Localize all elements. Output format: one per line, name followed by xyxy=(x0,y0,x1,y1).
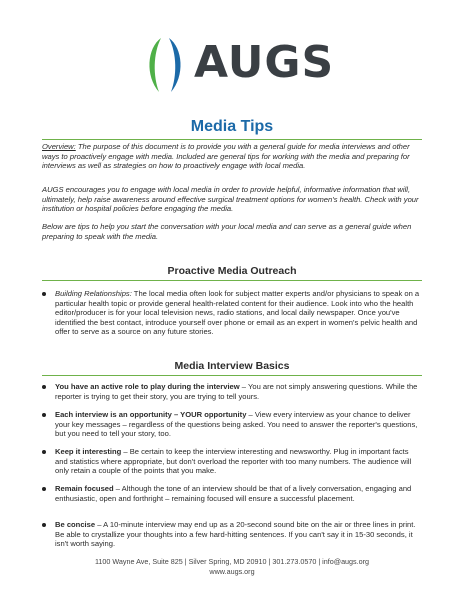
bullet-dot xyxy=(42,450,46,454)
bullet-dot xyxy=(42,413,46,417)
bullet-text: – A 10-minute interview may end up as a 20-second sound bite on the air or three lines in print. Be able to crystallize your thoughts into a few hard-hitting sentences. If you can't say it in 15-30 seconds, it isn't worth saying. xyxy=(55,520,416,548)
bullet-dot xyxy=(42,487,46,491)
bullet-lead: Remain focused xyxy=(55,484,114,493)
bullet-lead: Be concise xyxy=(55,520,96,529)
list-item xyxy=(55,289,423,337)
list-item xyxy=(55,484,423,503)
logo-wordmark: AUGS xyxy=(194,37,335,88)
overview-label: Overview: xyxy=(42,142,76,151)
augs-logo xyxy=(139,32,335,96)
intro-paragraph-2: AUGS encourages you to engage with local media in order to provide helpful, informative information that will, ultimately, help raise awareness around effective surgical treatment options for women's health. Check with your institution or hospital policies before engaging the media. xyxy=(42,185,419,213)
augs-leaf-icon xyxy=(139,36,191,94)
bullet-text: – Although the tone of an interview should be that of a lively conversation, engaging and enthusiastic, open and forthright – remaining focused will ensure a successful placement. xyxy=(55,484,412,503)
bullet-text: – You are not simply answering questions. While the reporter is trying to get their story, you are trying to tell yours. xyxy=(55,382,418,401)
overview-text: The purpose of this document is to provide you with a general guide for media interviews and other ways to proactively engage with media. Included are general tips for working with the media and preparing for interviews as well as strategies on how to proactively engage with local media. xyxy=(42,142,410,170)
footer-website-link[interactable]: www.augs.org xyxy=(209,567,255,576)
intro-paragraph-3: Below are tips to help you start the conversation with your local media and can serve as a general guide when preparing to speak with the media. xyxy=(42,222,412,241)
outreach-divider xyxy=(42,280,422,281)
footer-address: 1100 Wayne Ave, Suite 825 | Silver Spring, MD 20910 | 301.273.0570 | info@augs.org xyxy=(94,557,370,566)
list-item xyxy=(55,447,423,476)
basics-divider xyxy=(42,375,422,376)
page-footer xyxy=(0,557,464,577)
section-heading-outreach: Proactive Media Outreach xyxy=(167,265,297,277)
bullet-text: The local media often look for subject matter experts and/or physicians to speak on a particular health topic or provide general health-related content for their audience. Look into who the health editor/producer is for your local television news, radio stations, and local daily newspaper. Once you've identified the best contact, introduce yourself over phone or email as an expert in women's pelvic health and offer to serve as a source on any future stories. xyxy=(55,289,420,336)
bullet-text: – View every interview as your chance to deliver your key messages – regardless of the questions being asked. You need to answer the reporter's questions, but you need to tell your story, too. xyxy=(55,410,418,438)
list-item xyxy=(55,382,423,401)
bullet-text: – Be certain to keep the interview interesting and newsworthy. Plug in important facts and statistics where appropriate, but don't overload the reporter with too many numbers. The audience will only retain a couple of the points that you make. xyxy=(55,447,412,475)
list-item xyxy=(55,520,423,549)
section-heading-basics: Media Interview Basics xyxy=(174,360,290,372)
bullet-lead: Each interview is an opportunity – YOUR opportunity xyxy=(55,410,247,419)
bullet-lead: You have an active role to play during the interview xyxy=(55,382,240,391)
bullet-dot xyxy=(42,523,46,527)
title-divider xyxy=(42,139,422,140)
intro-overview xyxy=(42,142,426,171)
list-item xyxy=(55,410,423,439)
bullet-dot xyxy=(42,292,46,296)
page-title: Media Tips xyxy=(190,118,274,135)
bullet-dot xyxy=(42,385,46,389)
bullet-lead: Keep it interesting xyxy=(55,447,122,456)
bullet-lead: Building Relationships: xyxy=(55,289,132,298)
